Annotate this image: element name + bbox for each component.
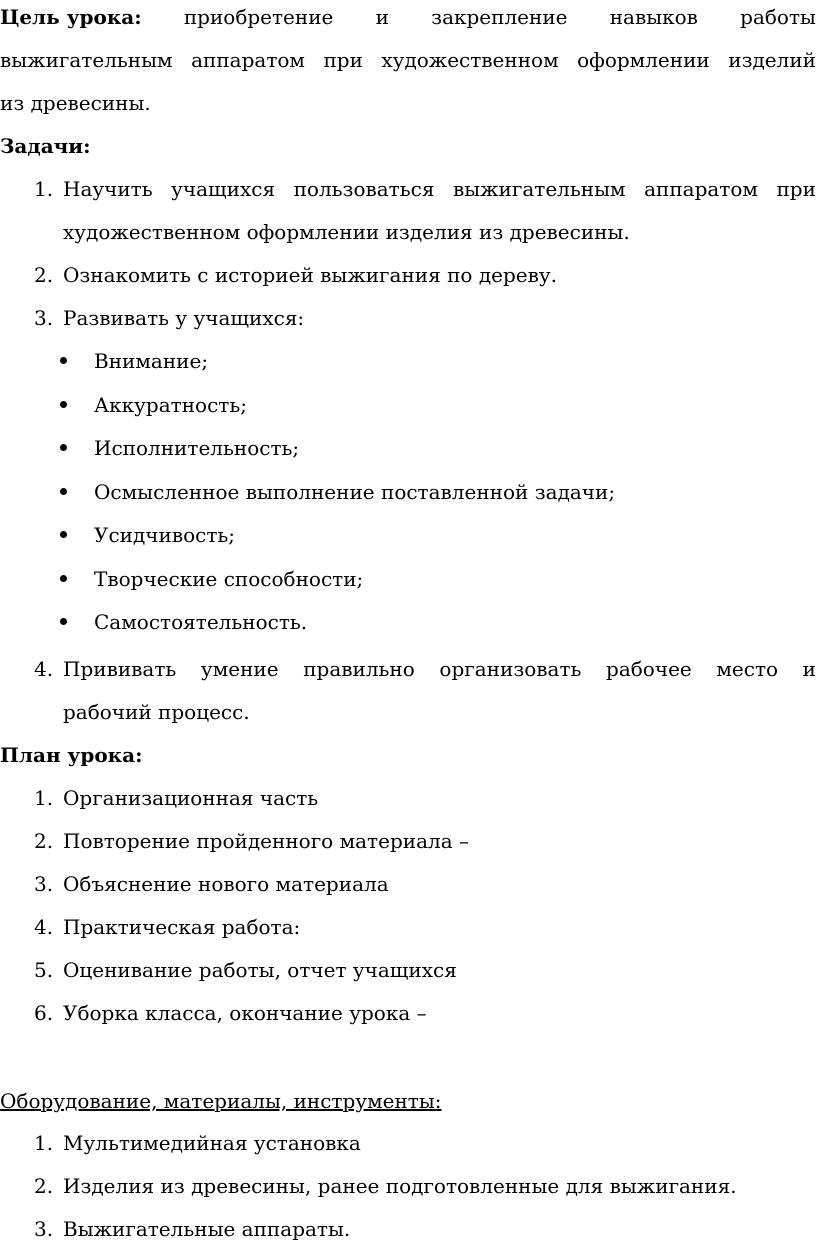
task-word: учащихся bbox=[171, 177, 276, 201]
plan-item: Практическая работа: bbox=[63, 915, 301, 939]
list-number: 2. bbox=[34, 829, 54, 853]
task-word: умение bbox=[200, 657, 279, 681]
goal-word: при bbox=[323, 48, 363, 72]
equipment-heading: Оборудование, материалы, инструменты: bbox=[0, 1089, 442, 1113]
list-number: 1. bbox=[34, 177, 54, 201]
bullet-icon bbox=[60, 444, 67, 451]
task-1-line-2: художественном оформлении изделия из древесины. bbox=[63, 220, 630, 244]
task-word: место bbox=[716, 657, 779, 681]
goal-word: приобретение bbox=[183, 5, 334, 29]
task-word: при bbox=[776, 177, 816, 201]
task-word: выжигательным bbox=[452, 177, 626, 201]
goal-word: навыков bbox=[609, 5, 698, 29]
list-number: 2. bbox=[34, 1174, 54, 1198]
bullet-item: Осмысленное выполнение поставленной задачи; bbox=[94, 480, 616, 504]
bullet-icon bbox=[60, 488, 67, 495]
goal-word: художественном bbox=[381, 48, 559, 72]
bullet-item: Творческие способности; bbox=[94, 567, 364, 591]
plan-item: Организационная часть bbox=[63, 786, 319, 810]
bullet-icon bbox=[60, 357, 67, 364]
equipment-item: Мультимедийная установка bbox=[63, 1131, 361, 1155]
task-word: Научить bbox=[63, 177, 153, 201]
bullet-item: Самостоятельность. bbox=[94, 610, 308, 634]
plan-item: Оценивание работы, отчет учащихся bbox=[63, 958, 457, 982]
goal-line-3: из древесины. bbox=[0, 91, 151, 115]
goal-label: Цель урока: bbox=[0, 5, 142, 29]
goal-word: работы bbox=[740, 5, 816, 29]
bullet-icon bbox=[60, 531, 67, 538]
plan-item: Повторение пройденного материала – bbox=[63, 829, 469, 853]
bullet-item: Исполнительность; bbox=[94, 436, 300, 460]
bullet-icon bbox=[60, 575, 67, 582]
task-2-text: Ознакомить с историей выжигания по дереву. bbox=[63, 263, 557, 287]
list-number: 3. bbox=[34, 1217, 54, 1241]
task-word: аппаратом bbox=[644, 177, 758, 201]
goal-word: оформлении bbox=[577, 48, 710, 72]
goal-word: изделий bbox=[728, 48, 816, 72]
task-4-line-1 bbox=[63, 656, 816, 682]
bullet-icon bbox=[60, 401, 67, 408]
goal-line-2 bbox=[0, 47, 816, 73]
bullet-icon bbox=[60, 618, 67, 625]
equipment-item: Изделия из древесины, ранее подготовленные для выжигания. bbox=[63, 1174, 737, 1198]
goal-word: и bbox=[375, 5, 389, 29]
bullet-item: Внимание; bbox=[94, 349, 209, 373]
task-word: Прививать bbox=[63, 657, 177, 681]
goal-word: аппаратом bbox=[191, 48, 305, 72]
task-1-line-1 bbox=[63, 176, 816, 202]
plan-item: Уборка класса, окончание урока – bbox=[63, 1001, 427, 1025]
goal-line-1 bbox=[0, 4, 816, 30]
list-number: 6. bbox=[34, 1001, 54, 1025]
goal-word: закрепление bbox=[431, 5, 568, 29]
equipment-item: Выжигательные аппараты. bbox=[63, 1217, 351, 1241]
task-word: рабочее bbox=[606, 657, 692, 681]
goal-word: выжигательным bbox=[0, 48, 173, 72]
list-number: 4. bbox=[34, 915, 54, 939]
task-3-text: Развивать у учащихся: bbox=[63, 306, 305, 330]
task-4-line-2: рабочий процесс. bbox=[63, 700, 250, 724]
plan-item: Объяснение нового материала bbox=[63, 872, 389, 896]
task-word: организовать bbox=[439, 657, 582, 681]
list-number: 5. bbox=[34, 958, 54, 982]
bullet-item: Аккуратность; bbox=[94, 393, 247, 417]
list-number: 1. bbox=[34, 786, 54, 810]
task-word: и bbox=[802, 657, 816, 681]
task-word: правильно bbox=[303, 657, 415, 681]
task-word: пользоваться bbox=[293, 177, 435, 201]
tasks-heading: Задачи: bbox=[0, 134, 91, 158]
list-number: 4. bbox=[34, 657, 54, 681]
list-number: 2. bbox=[34, 263, 54, 287]
bullet-item: Усидчивость; bbox=[94, 523, 236, 547]
list-number: 1. bbox=[34, 1131, 54, 1155]
plan-heading: План урока: bbox=[0, 743, 143, 767]
list-number: 3. bbox=[34, 306, 54, 330]
list-number: 3. bbox=[34, 872, 54, 896]
